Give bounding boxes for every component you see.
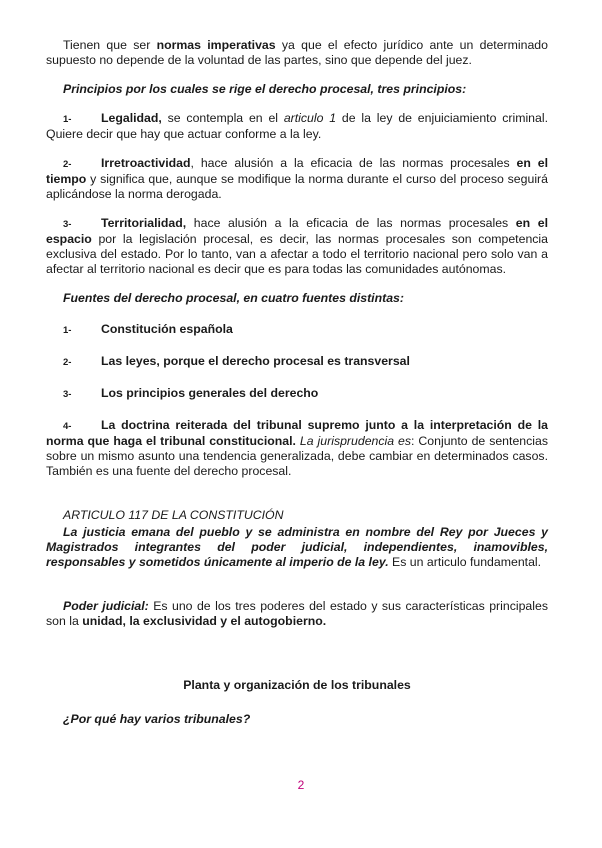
pregunta-heading: ¿Por qué hay varios tribunales? bbox=[63, 712, 251, 726]
bold-italic-term: Poder judicial: bbox=[63, 599, 149, 613]
list-number: 1- bbox=[63, 325, 72, 336]
normas-imperativas-paragraph bbox=[46, 38, 548, 68]
bold-term: normas imperativas bbox=[156, 38, 276, 52]
text-run: hace alusión a la eficacia de las normas procesales bbox=[186, 216, 516, 230]
list-number: 3- bbox=[63, 389, 72, 400]
list-number: 1- bbox=[63, 114, 72, 125]
poder-judicial-paragraph bbox=[46, 599, 548, 629]
articulo-heading: ARTICULO 117 DE LA CONSTITUCIÓN bbox=[63, 508, 284, 522]
list-number: 4- bbox=[63, 421, 72, 432]
principio-irretroactividad bbox=[46, 156, 548, 202]
fuente-doctrina bbox=[46, 418, 548, 479]
principio-territorialidad bbox=[46, 216, 548, 277]
principio-title: Irretroactividad bbox=[101, 156, 191, 170]
articulo-text bbox=[46, 525, 548, 570]
bold-term: La doctrina reiterada del tribunal supremo junto a la interpretación de la norma que haga el tribunal constitucional. bbox=[46, 418, 548, 448]
principio-legalidad bbox=[46, 111, 548, 142]
fuente-text: Constitución española bbox=[101, 322, 233, 336]
fuente-text: Los principios generales del derecho bbox=[101, 386, 319, 400]
bold-term: unidad, la exclusividad y el autogobierno. bbox=[82, 614, 327, 628]
text-run: por la legislación procesal, es decir, las normas procesales son competencia exclusiva del estado. Por lo tanto, van a afectar a todo el territorio nacional pero solo van a afectar al territorio nacional es decir que es para todas las comunidades autónomas. bbox=[46, 232, 548, 276]
list-number: 3- bbox=[63, 219, 72, 230]
list-number: 2- bbox=[63, 159, 72, 170]
list-number: 2- bbox=[63, 357, 72, 368]
principios-heading: Principios por los cuales se rige el derecho procesal, tres principios: bbox=[63, 82, 467, 96]
italic-term: articulo 1 bbox=[283, 111, 337, 125]
fuente-item bbox=[63, 386, 548, 402]
page-number: 2 bbox=[297, 778, 305, 792]
text-run: : Conjunto de sentencias sobre un mismo asunto una tendencia generalizada, debe cambiar en determinados casos. También es una fuente del derecho procesal. bbox=[46, 434, 548, 478]
principio-title: Territorialidad, bbox=[101, 216, 187, 230]
bold-term: en el espacio bbox=[46, 216, 548, 246]
planta-heading: Planta y organización de los tribunales bbox=[183, 678, 411, 692]
bold-italic-quote: La justicia emana del pueblo y se administra en nombre del Rey por Jueces y Magistrados integrantes del poder judicial, independientes, inamovibles, responsables y sometidos únicamente al imperio de la ley. bbox=[46, 525, 548, 569]
text-run: se contempla en el bbox=[161, 111, 284, 125]
principio-title: Legalidad, bbox=[101, 111, 162, 125]
text-run: , hace alusión a la eficacia de las normas procesales bbox=[190, 156, 517, 170]
text-run: de la ley de enjuiciamiento criminal. Quiere decir que hay que actuar conforme a la ley. bbox=[46, 111, 548, 141]
text-run: Tienen que ser bbox=[63, 38, 157, 52]
fuentes-heading: Fuentes del derecho procesal, en cuatro fuentes distintas: bbox=[63, 291, 404, 305]
fuente-text: Las leyes, porque el derecho procesal es transversal bbox=[101, 354, 410, 368]
fuente-item bbox=[63, 322, 548, 338]
text-run: ya que el efecto jurídico ante un determinado supuesto no depende de la voluntad de las partes, sino que depende del juez. bbox=[46, 38, 548, 67]
fuente-item bbox=[63, 354, 548, 370]
bold-term: en el tiempo bbox=[46, 156, 548, 186]
text-run: Es uno de los tres poderes del estado y sus características principales son la bbox=[46, 599, 548, 628]
italic-term: La jurisprudencia es bbox=[295, 434, 412, 448]
document-page bbox=[46, 38, 548, 727]
text-run: Es un articulo fundamental. bbox=[388, 555, 542, 569]
text-run: y significa que, aunque se modifique la norma durante el curso del proceso seguirá aplicándose la norma derogada. bbox=[46, 172, 548, 201]
